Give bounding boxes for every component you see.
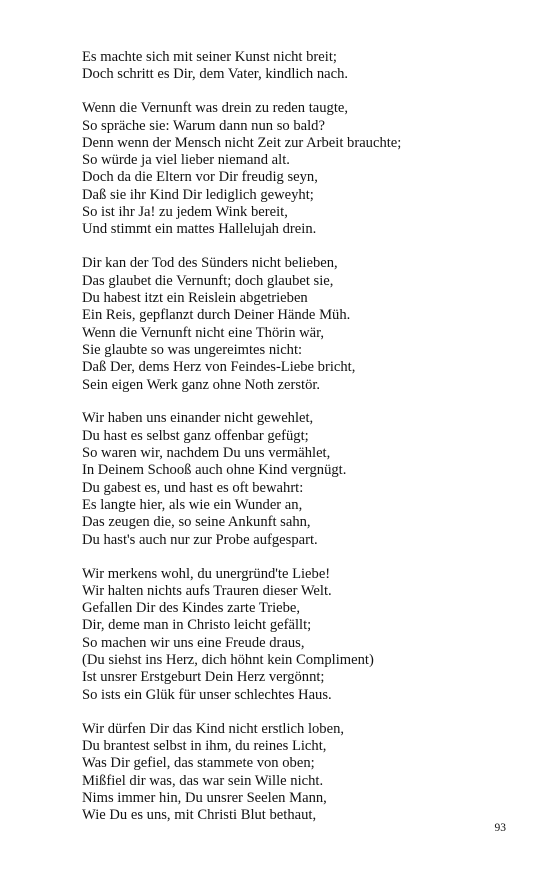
poem-line: So würde ja viel lieber niemand alt.	[82, 152, 290, 169]
poem-text	[82, 49, 502, 841]
poem-line: Dir, deme man in Christo leicht gefällt;	[82, 617, 312, 634]
poem-line: (Du siehst ins Herz, dich höhnt kein Compliment)	[82, 652, 374, 669]
poem-line: So ists ein Glük für unser schlechtes Haus.	[82, 686, 332, 703]
poem-line: So machen wir uns eine Freude draus,	[82, 634, 305, 651]
poem-line: Ist unsrer Erstgeburt Dein Herz vergönnt;	[82, 669, 325, 686]
poem-line: So ist ihr Ja! zu jedem Wink bereit,	[82, 204, 288, 221]
poem-line: Wir merkens wohl, du unergründ'te Liebe!	[82, 565, 331, 582]
poem-line: Daß Der, dems Herz von Feindes-Liebe bricht,	[82, 359, 356, 376]
page-number: 93	[494, 822, 506, 834]
poem-line: Du brantest selbst in ihm, du reines Licht,	[82, 737, 327, 754]
poem-line: So spräche sie: Warum dann nun so bald?	[82, 117, 325, 134]
poem-line: Du hast's auch nur zur Probe aufgespart.	[82, 531, 318, 548]
poem-line: Wir halten nichts aufs Trauren dieser Welt.	[82, 582, 332, 599]
poem-line: Du hast es selbst ganz offenbar gefügt;	[82, 427, 309, 444]
stanza-4	[82, 410, 502, 549]
poem-line: Mißfiel dir was, das war sein Wille nicht.	[82, 772, 324, 789]
stanza-5	[82, 566, 502, 705]
stanza-1	[82, 49, 502, 84]
poem-line: Wenn die Vernunft was drein zu reden taugte,	[82, 100, 349, 117]
poem-line: Doch schritt es Dir, dem Vater, kindlich nach.	[82, 66, 349, 83]
poem-line: Wir haben uns einander nicht gewehlet,	[82, 410, 314, 427]
poem-line: Wir dürfen Dir das Kind nicht erstlich loben,	[82, 720, 345, 737]
poem-line: Ein Reis, gepflanzt durch Deiner Hände Müh.	[82, 307, 351, 324]
stanza-2	[82, 100, 502, 239]
poem-line: In Deinem Schooß auch ohne Kind vergnügt.	[82, 462, 347, 479]
poem-line: Was Dir gefiel, das stammete von oben;	[82, 755, 315, 772]
stanza-6	[82, 721, 502, 825]
poem-line: Wenn die Vernunft nicht eine Thörin wär,	[82, 324, 325, 341]
poem-line: Du gabest es, und hast es oft bewahrt:	[82, 479, 304, 496]
poem-line: Denn wenn der Mensch nicht Zeit zur Arbeit brauchte;	[82, 134, 402, 151]
poem-line: Und stimmt ein mattes Hallelujah drein.	[82, 221, 317, 238]
poem-line: Das glaubet die Vernunft; doch glaubet sie,	[82, 272, 334, 289]
poem-line: Dir kan der Tod des Sünders nicht belieben,	[82, 255, 338, 272]
poem-line: Wie Du es uns, mit Christi Blut bethaut,	[82, 807, 317, 824]
poem-line: Du habest itzt ein Reislein abgetrieben	[82, 289, 308, 306]
poem-line: Doch da die Eltern vor Dir freudig seyn,	[82, 169, 318, 186]
poem-line: Es machte sich mit seiner Kunst nicht breit;	[82, 49, 337, 65]
poem-line: Gefallen Dir des Kindes zarte Triebe,	[82, 600, 301, 617]
poem-line: Das zeugen die, so seine Ankunft sahn,	[82, 514, 311, 531]
poem-line: So waren wir, nachdem Du uns vermählet,	[82, 445, 331, 462]
poem-line: Sein eigen Werk ganz ohne Noth zerstör.	[82, 376, 321, 393]
stanza-3	[82, 255, 502, 394]
poem-line: Nims immer hin, Du unsrer Seelen Mann,	[82, 789, 327, 806]
poem-line: Daß sie ihr Kind Dir lediglich geweyht;	[82, 186, 314, 203]
poem-line: Es langte hier, als wie ein Wunder an,	[82, 496, 303, 513]
poem-line: Sie glaubte so was ungereimtes nicht:	[82, 341, 303, 358]
